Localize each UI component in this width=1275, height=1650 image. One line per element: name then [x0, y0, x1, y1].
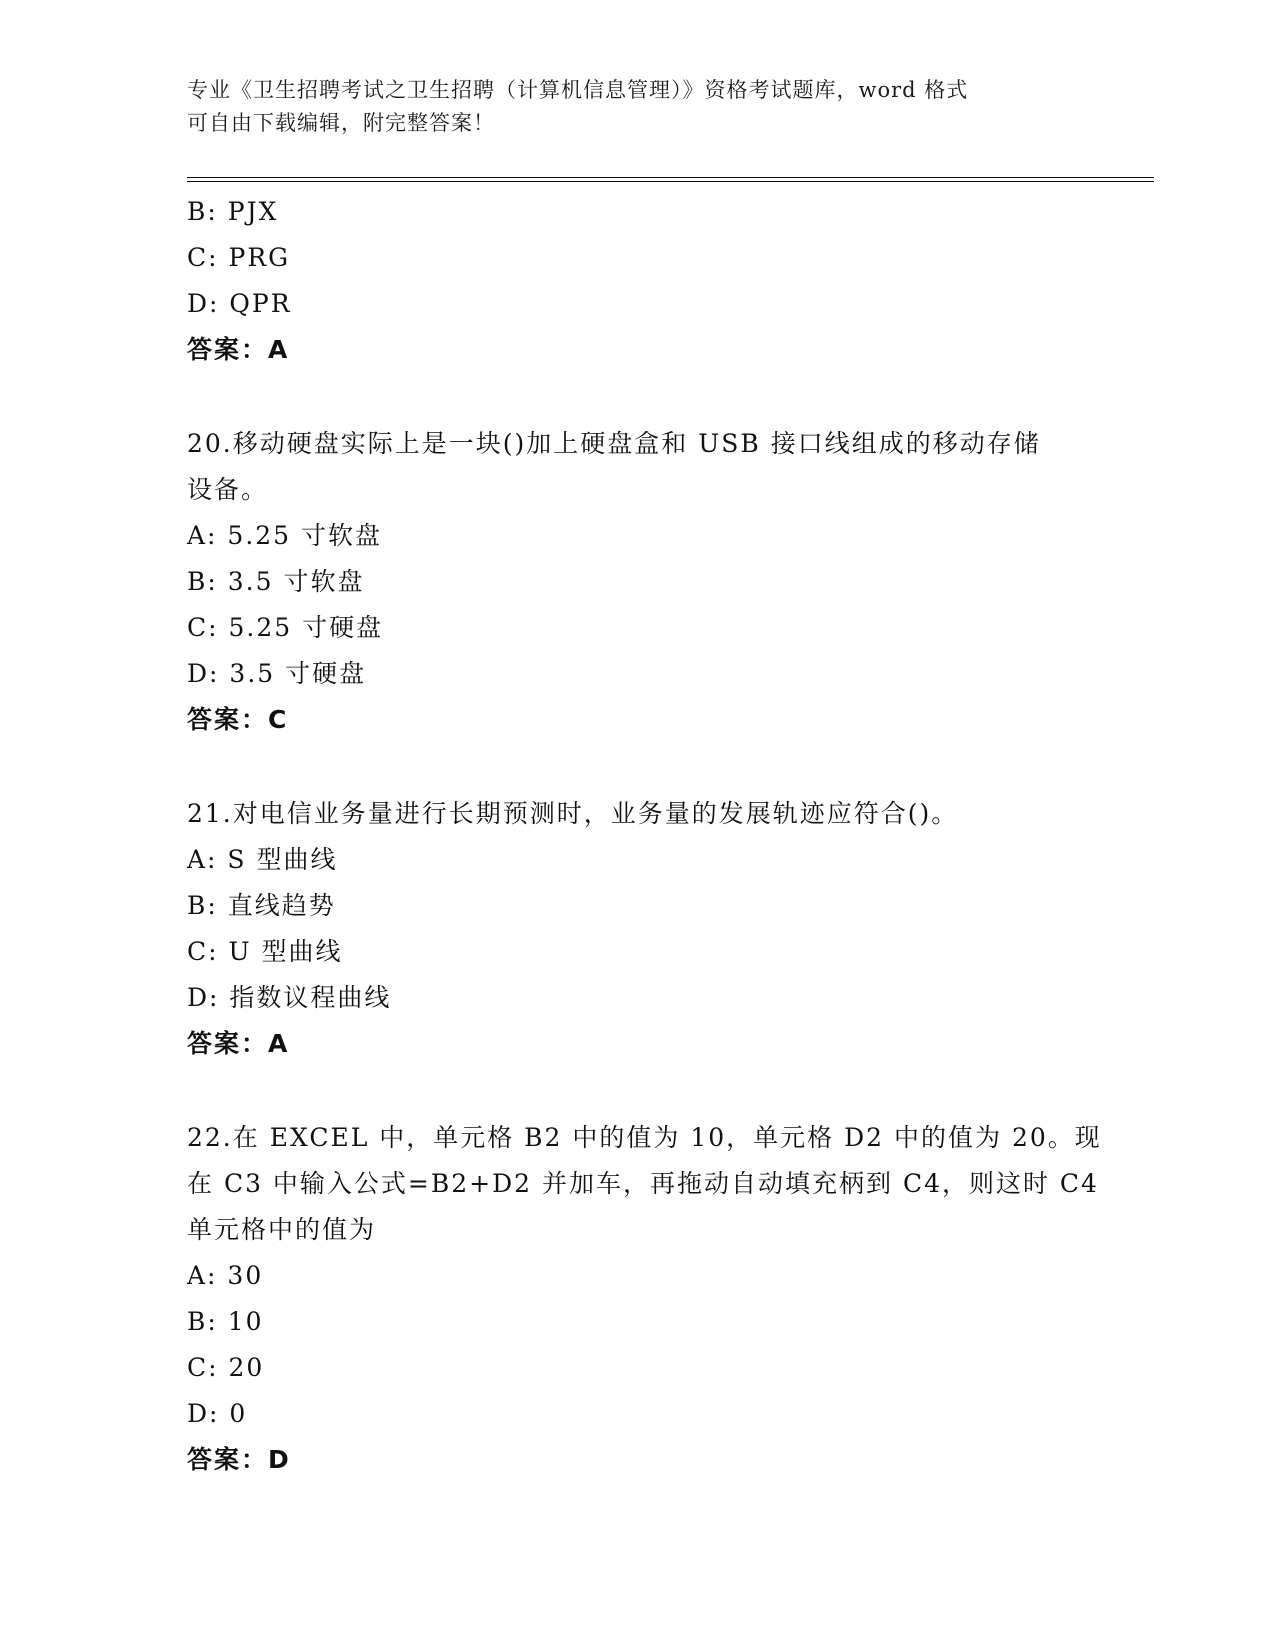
question-block-22 [187, 1115, 1102, 1483]
question-spacer [187, 373, 1087, 421]
option-line: B: 3.5 寸软盘 [187, 567, 365, 596]
answer-line: 答案：A [187, 335, 290, 364]
question-text-line: 21.对电信业务量进行长期预测时，业务量的发展轨迹应符合()。 [187, 799, 959, 828]
document-header [187, 74, 1067, 140]
option-line: D: 3.5 寸硬盘 [187, 659, 367, 688]
option-line: A: 5.25 寸软盘 [187, 521, 383, 550]
option-line: C: 20 [187, 1353, 265, 1382]
header-divider-top [187, 177, 1154, 178]
question-content [187, 189, 1102, 1483]
question-block-continued [187, 189, 1087, 373]
option-line: C: 5.25 寸硬盘 [187, 613, 384, 642]
header-title-line-1: 专业《卫生招聘考试之卫生招聘（计算机信息管理）》资格考试题库，word 格式 [187, 78, 969, 102]
question-text-line: 设备。 [187, 475, 269, 504]
option-line: C: PRG [187, 243, 291, 272]
option-line: B: PJX [187, 197, 279, 226]
option-line: D: 0 [187, 1399, 248, 1428]
answer-line: 答案：C [187, 705, 289, 734]
question-text-line: 在 C3 中输入公式=B2+D2 并加车，再拖动自动填充柄到 C4，则这时 C4 [187, 1169, 1099, 1198]
question-block-20 [187, 421, 1087, 743]
option-line: B: 10 [187, 1307, 264, 1336]
question-text-line: 单元格中的值为 [187, 1215, 377, 1244]
answer-line: 答案：A [187, 1029, 290, 1058]
question-text-line: 20.移动硬盘实际上是一块()加上硬盘盒和 USB 接口线组成的移动存储 [187, 429, 1041, 458]
option-line: A: 30 [187, 1261, 264, 1290]
question-text-line: 22.在 EXCEL 中，单元格 B2 中的值为 10，单元格 D2 中的值为 20。现 [187, 1123, 1102, 1152]
option-line: D: QPR [187, 289, 292, 318]
option-line: B: 直线趋势 [187, 891, 336, 920]
option-line: D: 指数议程曲线 [187, 983, 392, 1012]
question-spacer [187, 1067, 1087, 1115]
option-line: A: S 型曲线 [187, 845, 338, 874]
answer-line: 答案：D [187, 1445, 291, 1474]
header-title-line-2: 可自由下载编辑，附完整答案！ [187, 111, 495, 135]
question-spacer [187, 743, 1087, 791]
header-divider-bottom [187, 181, 1154, 182]
option-line: C: U 型曲线 [187, 937, 343, 966]
question-block-21 [187, 791, 1087, 1067]
